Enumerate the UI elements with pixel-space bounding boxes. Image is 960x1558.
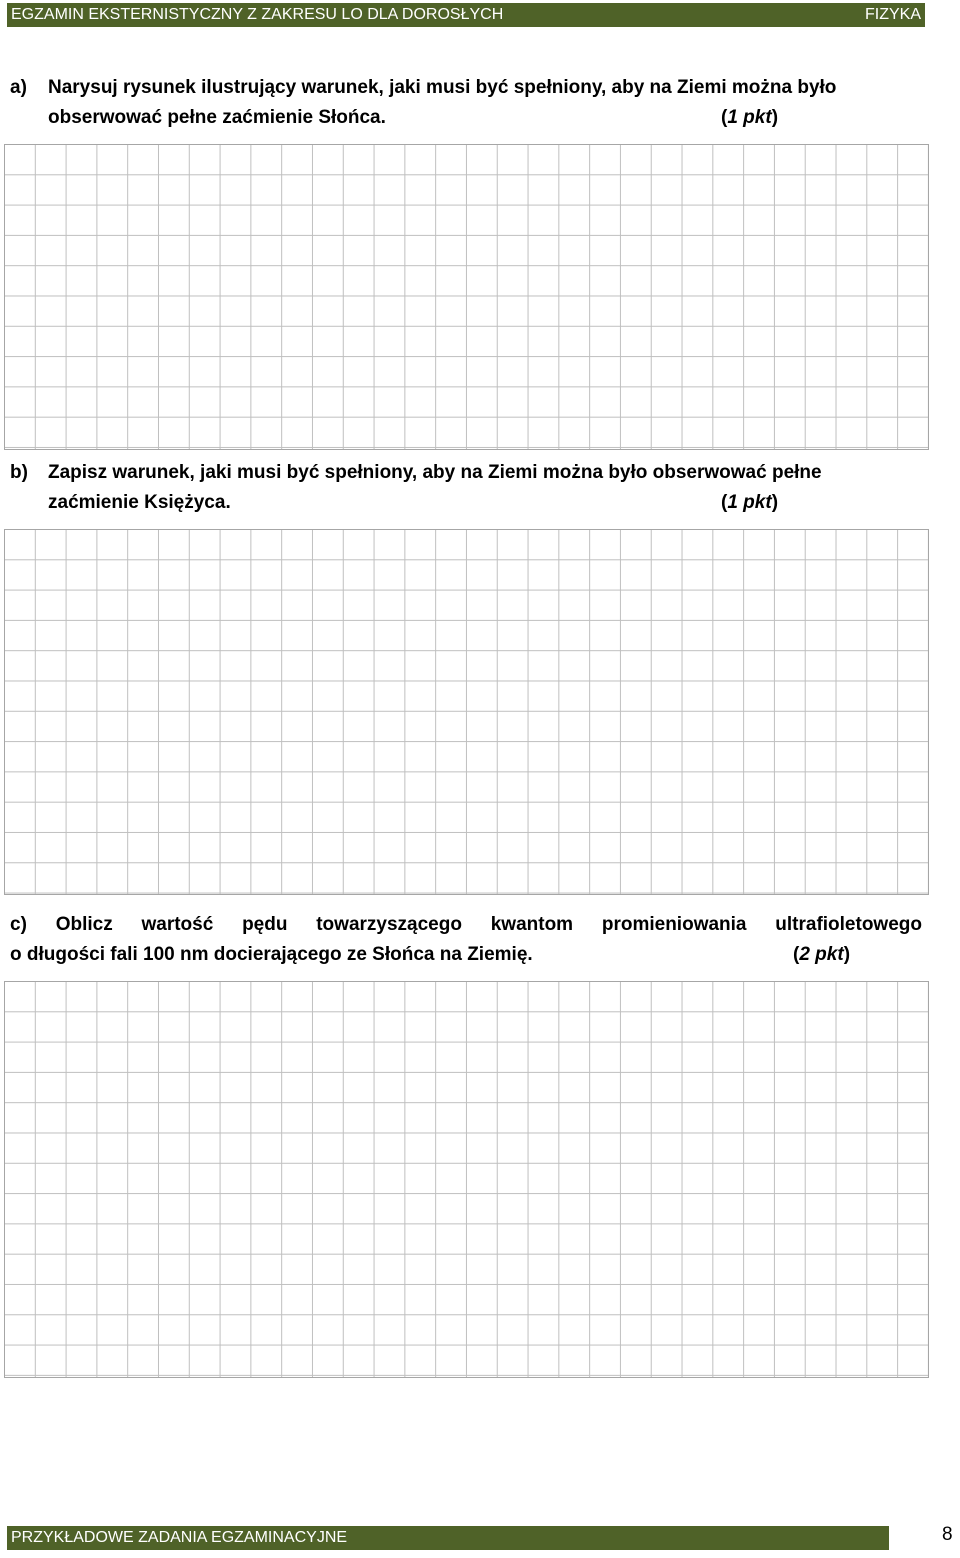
footer-bar <box>7 1526 889 1550</box>
task-b-points: (1 pkt) <box>721 492 779 513</box>
footer-title: PRZYKŁADOWE ZADANIA EGZAMINACYJNE <box>11 1529 348 1546</box>
task-b-line1: Zapisz warunek, jaki musi być spełniony, aby na Ziemi można było obserwować pełne <box>48 462 822 483</box>
task-a-line2-wrap <box>48 103 922 133</box>
task-c <box>10 910 922 970</box>
task-c-line2-wrap <box>10 940 922 970</box>
task-b-line2-wrap <box>48 488 922 518</box>
task-b <box>10 458 922 518</box>
task-c-line2: o długości fali 100 nm docierającego ze Słońca na Ziemię. <box>10 944 533 965</box>
task-a-points: (1 pkt) <box>721 107 779 128</box>
task-a-line1: Narysuj rysunek ilustrujący warunek, jaki musi być spełniony, aby na Ziemi można było <box>48 77 837 98</box>
task-b-letter: b) <box>10 462 28 483</box>
task-a-line2: obserwować pełne zaćmienie Słońca. <box>48 107 386 128</box>
task-b-line2: zaćmienie Księżyca. <box>48 492 231 513</box>
subject-label: FIZYKA <box>864 6 921 23</box>
page-number: 8 <box>942 1524 953 1545</box>
task-c-points: (2 pkt) <box>793 944 851 965</box>
task-c-line1-wrap <box>10 910 922 940</box>
answer-grid-b[interactable] <box>4 529 929 895</box>
task-c-line1: Oblicz wartość pędu towarzyszącego kwantom promieniowania ultrafioletowego <box>55 914 922 935</box>
task-c-letter: c) <box>10 914 27 935</box>
task-a <box>10 73 922 133</box>
answer-grid-c[interactable] <box>4 981 929 1378</box>
answer-grid-a[interactable] <box>4 144 929 450</box>
exam-title: EGZAMIN EKSTERNISTYCZNY Z ZAKRESU LO DLA DOROSŁYCH <box>11 6 504 23</box>
header-bar <box>7 3 925 27</box>
task-a-letter: a) <box>10 77 27 98</box>
